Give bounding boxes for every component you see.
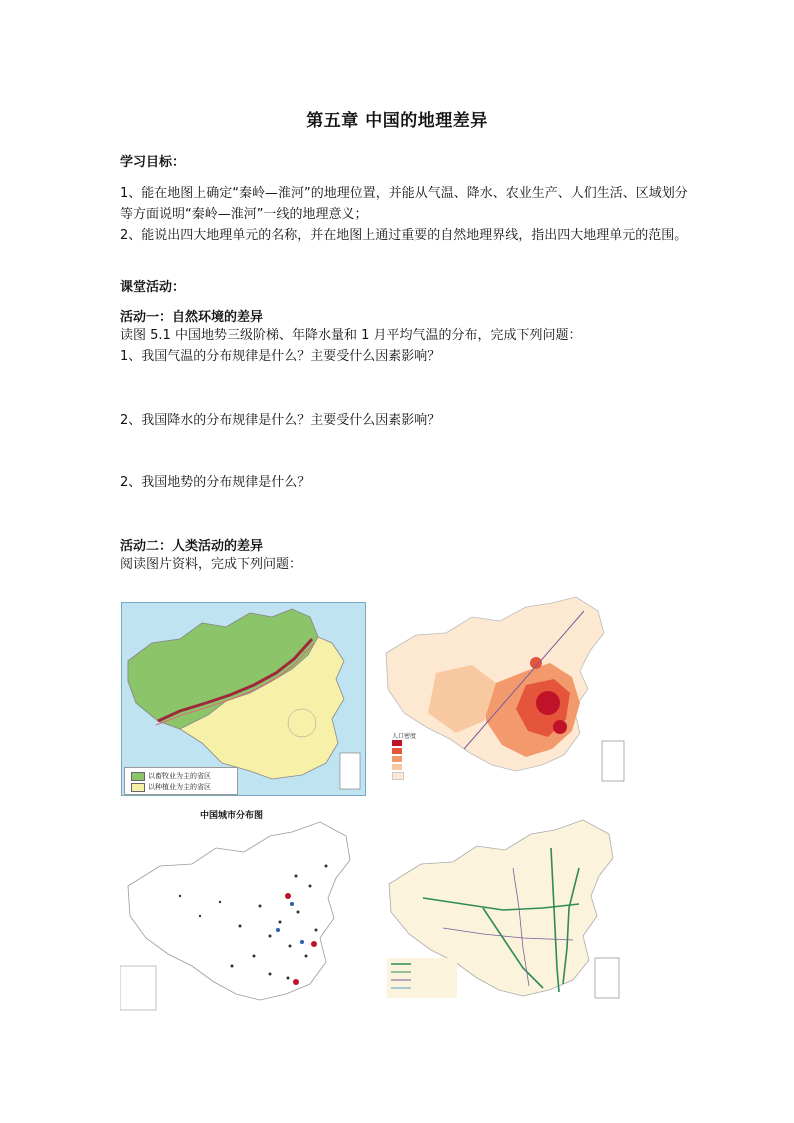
population-legend-title: 人口密度	[392, 733, 417, 740]
pastoral-swatch	[131, 772, 145, 781]
city-map-graphic	[120, 806, 366, 1011]
activity2-intro: 阅读图片资料，完成下列问题：	[120, 557, 303, 572]
agriculture-regions-map	[121, 602, 366, 796]
railway-map	[383, 808, 629, 1004]
density-swatch-5	[392, 772, 404, 780]
farming-swatch	[131, 783, 145, 792]
density-swatch-4	[392, 764, 402, 770]
objectives-heading: 学习目标：	[120, 155, 186, 170]
agriculture-legend	[124, 767, 238, 795]
objective-item-2: 2、能说出四大地理单元的名称，并在地图上通过重要的自然地理界线，指出四大地理单元的范围。	[120, 228, 688, 243]
density-swatch-2	[392, 748, 402, 754]
activity2-heading: 活动二：人类活动的差异	[120, 539, 264, 554]
density-swatch-1	[392, 740, 402, 746]
population-density-map	[376, 593, 628, 793]
activity1-question-2: 2、我国降水的分布规律是什么？主要受什么因素影响？	[120, 413, 441, 428]
activity1-intro: 读图 5.1 中国地势三级阶梯、年降水量和 1 月平均气温的分布，完成下列问题：	[120, 328, 582, 343]
activity1-heading: 活动一：自然环境的差异	[120, 310, 264, 325]
classroom-heading: 课堂活动：	[120, 280, 186, 295]
activity1-question-3: 2、我国地势的分布规律是什么？	[120, 475, 311, 490]
legend-label-farming: 以种植业为主的省区	[148, 783, 211, 791]
legend-row-pastoral	[131, 771, 211, 781]
page-title: 第五章 中国的地理差异	[306, 111, 488, 131]
city-distribution-map	[120, 806, 366, 1011]
railway-map-graphic	[383, 808, 629, 1004]
density-swatch-3	[392, 756, 402, 762]
activity1-question-1: 1、我国气温的分布规律是什么？主要受什么因素影响？	[120, 349, 441, 364]
population-legend	[390, 731, 424, 779]
objective-item-1: 1、能在地图上确定“秦岭—淮河”的地理位置，并能从气温、降水、农业生产、人们生活、区域划分等方面说明“秦岭—淮河”一线的地理意义；	[120, 186, 688, 222]
legend-row-farming	[131, 782, 211, 792]
city-map-title: 中国城市分布图	[200, 811, 264, 821]
legend-label-pastoral: 以畜牧业为主的省区	[148, 772, 211, 780]
